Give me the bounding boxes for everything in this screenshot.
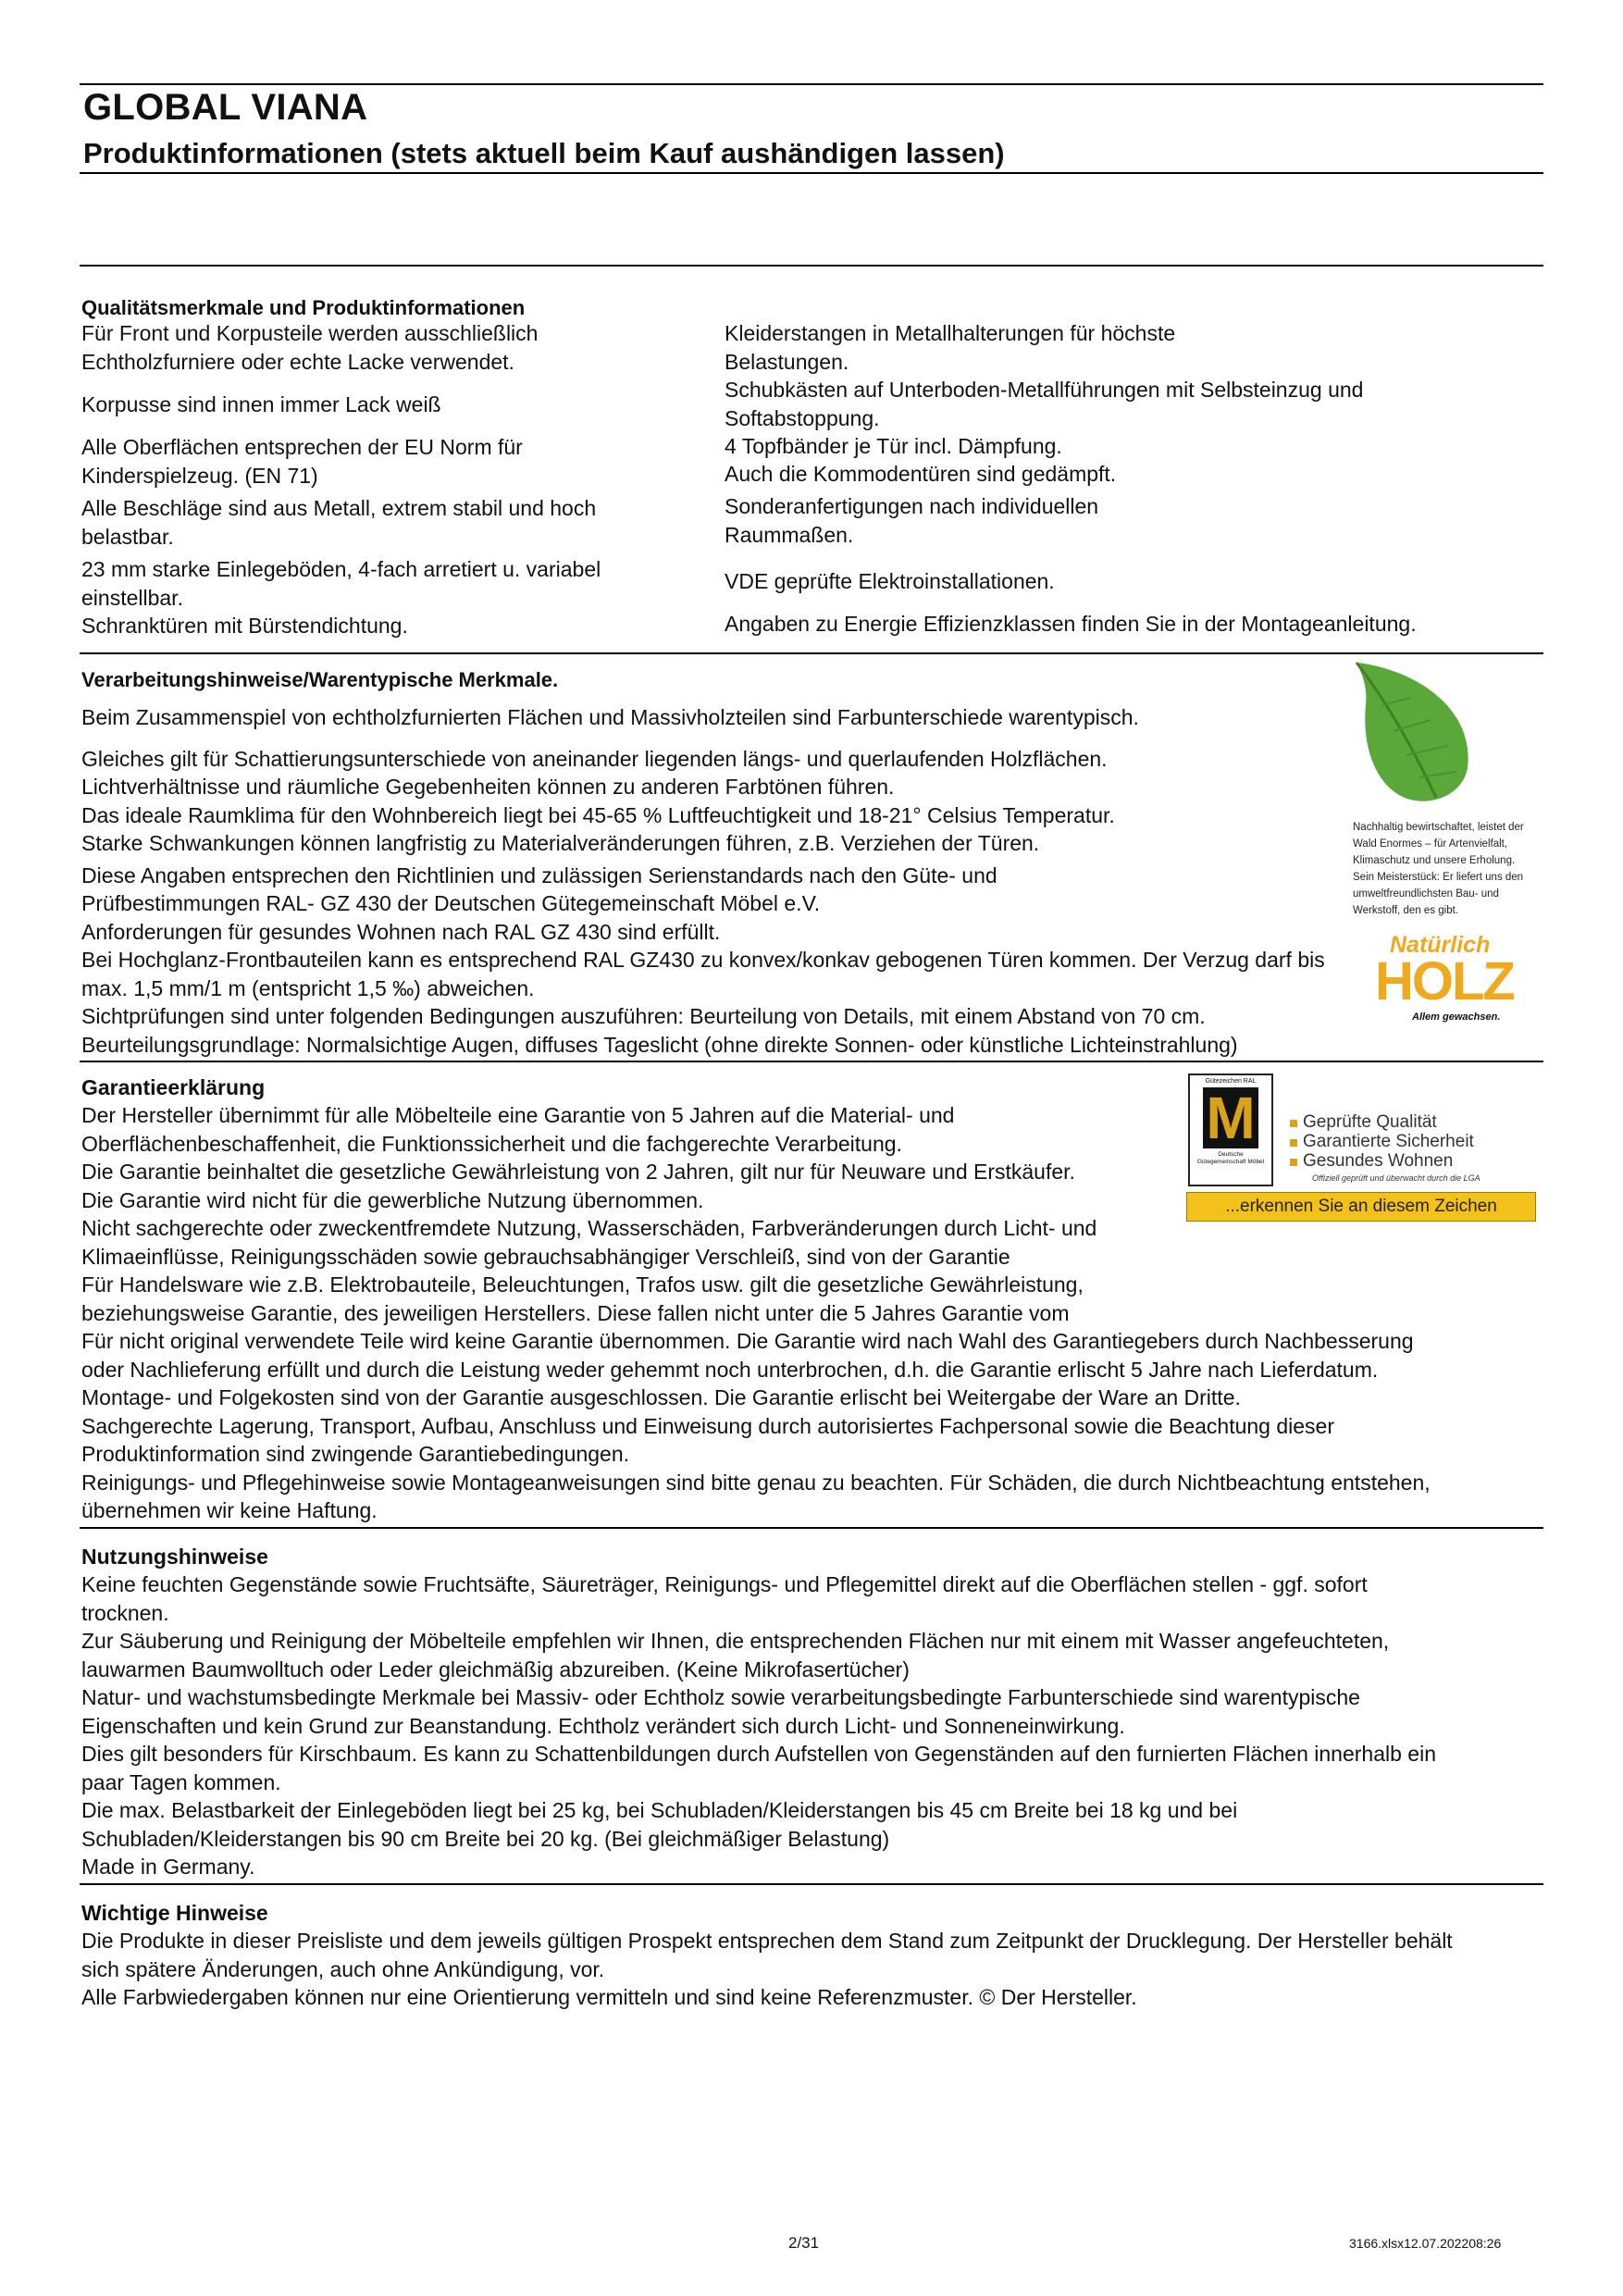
guarantee-line: Produktinformation sind zwingende Garantiebedingungen. — [81, 1442, 630, 1466]
guarantee-line: Sachgerechte Lagerung, Transport, Aufbau, Anschluss und Einweisung durch autorisiertes Fachpersonal sowie die Beachtung dieser — [81, 1413, 1335, 1438]
section-rule — [80, 652, 1543, 654]
quality-item: 23 mm starke Einlegeböden, 4-fach arretiert u. variabel einstellbar. — [81, 557, 601, 610]
ral-m-letter: M — [1203, 1087, 1258, 1148]
guarantee-line: Der Hersteller übernimmt für alle Möbelteile eine Garantie von 5 Jahren auf die Material- und — [81, 1103, 955, 1127]
holz-top-text: Natürlich — [1390, 932, 1491, 958]
important-line: Die Produkte in dieser Preisliste und dem jeweils gültigen Prospekt entsprechen dem Stand zum Zeitpunkt der Drucklegung. Der Hersteller behält — [81, 1929, 1453, 1953]
guarantee-line: Die Garantie beinhaltet die gesetzliche Gewährleistung von 2 Jahren, gilt nur für Neuware und Erstkäufer. — [81, 1160, 1075, 1184]
usage-line: Die max. Belastbarkeit der Einlegeböden liegt bei 25 kg, bei Schubladen/Kleiderstangen bis 45 cm Breite bei 18 kg und bei — [81, 1798, 1238, 1822]
processing-paragraph: Beurteilungsgrundlage: Normalsichtige Augen, diffuses Tageslicht (ohne direkte Sonnen- oder künstliche Lichteinstrahlung) — [81, 1032, 1238, 1057]
guarantee-line: oder Nachlieferung erfüllt und durch die Leistung weder gehemmt noch unterbrochen, d.h. die Garantie erlischt 5 Jahre nach Lieferdatum. — [81, 1357, 1379, 1382]
guarantee-line: Oberflächenbeschaffenheit, die Funktionssicherheit und die fachgerechte Verarbeitung. — [81, 1131, 902, 1156]
usage-line: trocknen. — [81, 1600, 169, 1625]
quality-item: Alle Beschläge sind aus Metall, extrem stabil und hoch belastbar. — [81, 496, 597, 549]
quality-item: Kleiderstangen in Metallhalterungen für höchste Belastungen. — [725, 321, 1176, 374]
quality-item: Schubkästen auf Unterboden-Metallführungen mit Selbsteinzug und Softabstoppung. — [725, 378, 1364, 430]
ral-official-note: Offiziell geprüft und überwacht durch die LGA — [1312, 1173, 1481, 1183]
processing-paragraph: Sichtprüfungen sind unter folgenden Bedingungen auszuführen: Beurteilung von Details, mit einem Abstand von 70 cm. — [81, 1004, 1206, 1028]
processing-body — [81, 703, 1349, 1059]
top-rule — [80, 83, 1543, 85]
leaf-caption: Nachhaltig bewirtschaftet, leistet der Wald Enormes – für Artenvielfalt, Klimaschutz und unsere Erholung. Sein Meisterstück: Er liefert uns den umweltfreundlichsten Bau- und Werkstoff, den es gibt. — [1353, 822, 1524, 916]
natural-holz-logo — [1375, 932, 1514, 1024]
processing-paragraph: Starke Schwankungen können langfristig zu Materialveränderungen führen, z.B. Verziehen der Türen. — [81, 831, 1040, 855]
section-rule-top — [80, 265, 1543, 267]
quality-item: Schranktüren mit Bürstendichtung. — [81, 614, 408, 638]
section-rule — [80, 1883, 1543, 1885]
processing-paragraph: Anforderungen für gesundes Wohnen nach RAL GZ 430 sind erfüllt. — [81, 919, 721, 944]
page-title: GLOBAL VIANA — [83, 87, 368, 128]
important-line: sich spätere Änderungen, auch ohne Ankündigung, vor. — [81, 1956, 605, 1981]
file-stamp: 3166.xlsx12.07.202208:26 — [1349, 2236, 1502, 2251]
ral-seal-sub-text: Deutsche Gütegemeinschaft Möbel — [1196, 1151, 1265, 1165]
header-bottom-rule — [80, 172, 1543, 174]
usage-line: Dies gilt besonders für Kirschbaum. Es kann zu Schattenbildungen durch Aufstellen von Gegenständen auf den furnierten Flächen innerhalb ein — [81, 1742, 1436, 1766]
quality-left-column — [81, 319, 655, 639]
guarantee-line: Für nicht original verwendete Teile wird keine Garantie übernommen. Die Garantie wird nach Wahl des Garantiegebers durch Nachbesserung — [81, 1329, 1414, 1353]
holz-tagline: Allem gewachsen. — [1412, 1011, 1501, 1023]
processing-paragraph: Gleiches gilt für Schattierungsunterschiede von aneinander liegenden längs- und querlaufenden Holzflächen. — [81, 746, 1108, 771]
quality-item: Korpusse sind innen immer Lack weiß — [81, 392, 441, 416]
important-title: Wichtige Hinweise — [81, 1901, 268, 1925]
ral-banner: ...erkennen Sie an diesem Zeichen — [1186, 1192, 1536, 1222]
usage-line: lauwarmen Baumwolltuch oder Leder gleichmäßig abzureiben. (Keine Mikrofasertücher) — [81, 1657, 910, 1682]
guarantee-line: übernehmen wir keine Haftung. — [81, 1498, 378, 1522]
guarantee-line: Klimaeinflüsse, Reinigungsschäden sowie gebrauchsabhängiger Verschleiß, sind von der Garantie — [81, 1244, 1010, 1269]
guarantee-line: beziehungsweise Garantie, des jeweiligen Herstellers. Diese fallen nicht unter die 5 Jahres Garantie vom — [81, 1300, 1070, 1325]
processing-paragraph: Lichtverhältnisse und räumliche Gegebenheiten können zu anderen Farbtönen führen. — [81, 775, 895, 799]
important-line: Alle Farbwiedergaben können nur eine Orientierung vermitteln und sind keine Referenzmuster. © Der Hersteller. — [81, 1985, 1137, 2009]
usage-line: Made in Germany. — [81, 1855, 255, 1879]
guarantee-title: Garantieerklärung — [81, 1075, 266, 1099]
natural-wood-badge — [1353, 659, 1529, 1057]
ral-quality-seal — [1186, 1074, 1547, 1226]
quality-item: Angaben zu Energie Effizienzklassen finden Sie in der Montageanleitung. — [725, 612, 1417, 636]
page-number: 2/31 — [788, 2234, 820, 2252]
processing-paragraph: Diese Angaben entsprechen den Richtlinien und zulässigen Serienstandards nach den Güte- und Prüfbestimmungen RAL- GZ 430 der Deutschen Gütegemeinschaft Möbel e.V. — [81, 863, 997, 915]
guarantee-line: Nicht sachgerechte oder zweckentfremdete Nutzung, Wasserschäden, Farbveränderungen durch Licht- und — [81, 1216, 1097, 1240]
guarantee-line: Die Garantie wird nicht für die gewerbliche Nutzung übernommen. — [81, 1187, 704, 1212]
quality-item: Alle Oberflächen entsprechen der EU Norm für Kinderspielzeug. (EN 71) — [81, 435, 523, 488]
usage-line: Schubladen/Kleiderstangen bis 90 cm Breite bei 20 kg. (Bei gleichmäßiger Belastung) — [81, 1826, 890, 1851]
ral-feature-item: Gesundes Wohnen — [1290, 1151, 1474, 1171]
quality-title: Qualitätsmerkmale und Produktinformationen — [81, 296, 526, 319]
guarantee-line: Reinigungs- und Pflegehinweise sowie Montageanweisungen sind bitte genau zu beachten. Für Schäden, die durch Nichtbeachtung entstehen, — [81, 1470, 1431, 1495]
holz-main-text: HOLZ — [1375, 951, 1514, 1011]
page-subtitle: Produktinformationen (stets aktuell beim Kauf aushändigen lassen) — [83, 137, 1005, 169]
section-rule — [80, 1527, 1543, 1529]
usage-line: paar Tagen kommen. — [81, 1769, 281, 1794]
section-rule — [80, 1061, 1543, 1062]
quality-item: 4 Topfbänder je Tür incl. Dämpfung. — [725, 434, 1062, 458]
guarantee-line: Montage- und Folgekosten sind von der Garantie ausgeschlossen. Die Garantie erlischt bei Weitergabe der Ware an Dritte. — [81, 1385, 1241, 1409]
quality-item: VDE geprüfte Elektroinstallationen. — [725, 569, 1055, 593]
quality-item: Sonderanfertigungen nach individuellen Raummaßen. — [725, 494, 1099, 547]
usage-line: Natur- und wachstumsbedingte Merkmale bei Massiv- oder Echtholz sowie verarbeitungsbedingte Farbunterschiede sind warentypische — [81, 1685, 1360, 1709]
processing-title: Verarbeitungshinweise/Warentypische Merkmale. — [81, 668, 559, 691]
important-body — [81, 1927, 1553, 2012]
quality-item: Auch die Kommodentüren sind gedämpft. — [725, 462, 1117, 486]
leaf-icon — [1345, 659, 1484, 807]
processing-paragraph: Das ideale Raumklima für den Wohnbereich liegt bei 45-65 % Luftfeuchtigkeit und 18-21° Celsius Temperatur. — [81, 802, 1115, 827]
guarantee-line: Für Handelsware wie z.B. Elektrobauteile, Beleuchtungen, Trafos usw. gilt die gesetzliche Gewährleistung, — [81, 1272, 1084, 1297]
ral-seal-emblem — [1188, 1074, 1273, 1186]
usage-line: Zur Säuberung und Reinigung der Möbelteile empfehlen wir Ihnen, die entsprechenden Flächen nur mit einem mit Wasser angefeuchteten, — [81, 1629, 1390, 1653]
usage-line: Keine feuchten Gegenstände sowie Fruchtsäfte, Säureträger, Reinigungs- und Pflegemittel direkt auf die Oberflächen stellen - ggf. sofort — [81, 1572, 1368, 1596]
usage-line: Eigenschaften und kein Grund zur Beanstandung. Echtholz verändert sich durch Licht- und Sonneneinwirkung. — [81, 1713, 1125, 1738]
ral-seal-top-text: Gütezeichen RAL — [1205, 1078, 1257, 1085]
ral-feature-item: Geprüfte Qualität — [1290, 1112, 1474, 1132]
processing-paragraph: Beim Zusammenspiel von echtholzfurnierten Flächen und Massivholzteilen sind Farbunterschiede warentypisch. — [81, 705, 1139, 729]
processing-paragraph: Bei Hochglanz-Frontbauteilen kann es entsprechend RAL GZ430 zu konvex/konkav gebogenen Türen kommen. Der Verzug darf bis max. 1,5 mm/1 m (entspricht 1,5 ‰) abweichen. — [81, 948, 1325, 1000]
quality-right-column — [725, 319, 1530, 638]
quality-item: Für Front und Korpusteile werden ausschließlich Echtholzfurniere oder echte Lacke verwendet. — [81, 321, 539, 374]
usage-body — [81, 1570, 1553, 1881]
usage-title: Nutzungshinweise — [81, 1545, 268, 1569]
ral-feature-list — [1290, 1112, 1474, 1171]
ral-feature-item: Garantierte Sicherheit — [1290, 1132, 1474, 1151]
